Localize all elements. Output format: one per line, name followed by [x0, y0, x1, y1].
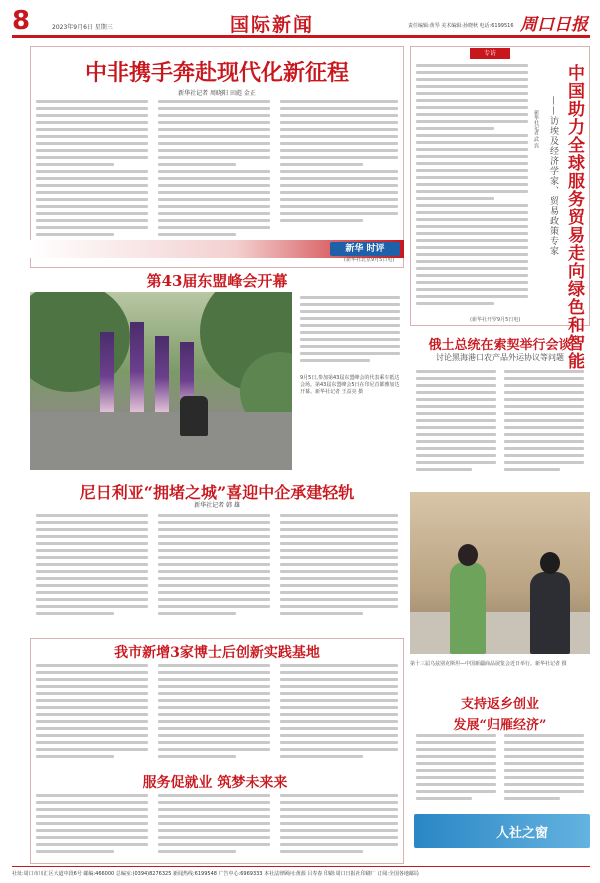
russia-turkey-headline[interactable]: 俄土总统在索契举行会谈 [428, 338, 572, 353]
newspaper-logo: 周口日报 [520, 15, 588, 35]
service-column-3 [280, 794, 398, 857]
nigeria-column-1 [36, 514, 148, 619]
hr-window-label: 人社之窗 [496, 826, 549, 841]
support-subheadline: 发展“归雁经济” [453, 718, 547, 733]
employment-service-headline[interactable]: 服务促就业 筑梦未来来 [142, 775, 288, 791]
commentary-byline: 新华社记者 武 宾 [533, 110, 539, 149]
russia-column-1 [416, 370, 496, 475]
interview-tag: 专访 [470, 48, 510, 59]
asean-summit-photo [30, 292, 292, 470]
asean-photo-caption: 9月5日,参加第43届东盟峰会的代表乘车抵达会场。第43届东盟峰会5日在印尼首都雅加达开幕。新华社记者 王益亮 摄 [300, 375, 400, 395]
lead-column-1 [36, 100, 148, 240]
asean-side-text [300, 296, 400, 366]
expo-photo [410, 492, 590, 654]
russia-turkey-subtitle: 讨论黑海港口农产品外运协议等问题 [436, 353, 564, 362]
hr-column-1 [36, 664, 148, 762]
page-number: 8 [12, 6, 31, 36]
commentary-headline[interactable]: 中国助力全球服务贸易走向绿色和智能 [564, 64, 584, 370]
commentary-subtitle: ——访埃及经济学家、贸易政策专家 [548, 96, 558, 256]
expo-photo-caption: 第十三届乌兹别克斯坦—中国新疆商品展览会近日举行。新华社记者 摄 [410, 661, 567, 667]
postdoc-base-headline[interactable]: 我市新增3家博士后创新实践基地 [114, 645, 320, 661]
hr-column-3 [280, 664, 398, 762]
masthead [12, 8, 590, 38]
commentary-body [416, 64, 528, 309]
lead-source: (新华社北京9月5日电) [344, 257, 395, 263]
russia-column-2 [504, 370, 584, 475]
nigeria-column-2 [158, 514, 270, 619]
nigeria-byline: 新华社记者 韩 雄 [194, 502, 240, 509]
nigeria-column-3 [280, 514, 398, 619]
section-title: 国际新闻 [230, 14, 315, 36]
footer-info: 社址:周口市川汇区大道中段6号 邮编:466000 总编室:(0394)8276325 新闻热线:6199548 广告中心:6969333 本社法律顾问:黄源 吕寿春 印刷:周口日报社印刷厂 订阅:全国各地邮局 [12, 866, 590, 880]
commentary-source: (新华社开罗9月5日电) [470, 317, 521, 323]
support-column-1 [416, 734, 496, 804]
service-column-1 [36, 794, 148, 857]
nigeria-headline[interactable]: 尼日利亚“拥堵之城”喜迎中企承建轻轨 [79, 483, 355, 502]
support-headline[interactable]: 支持返乡创业 [460, 697, 539, 712]
xinhua-commentary-tag: 新华 时评 [330, 242, 400, 256]
issue-date: 2023年9月6日 星期三 [52, 24, 113, 31]
asean-headline[interactable]: 第43届东盟峰会开幕 [146, 272, 288, 290]
support-column-2 [504, 734, 584, 804]
hr-column-2 [158, 664, 270, 762]
lead-headline[interactable]: 中非携手奔赴现代化新征程 [84, 60, 349, 86]
editor-info: 责任编辑:黄琴 美术编辑:孙晓秋 电话:6199516 [408, 23, 514, 29]
service-column-2 [158, 794, 270, 857]
lead-column-2 [158, 100, 270, 240]
lead-column-3 [280, 100, 398, 226]
lead-byline: 新华社记者 周晓阳 田彪 金正 [178, 90, 256, 97]
